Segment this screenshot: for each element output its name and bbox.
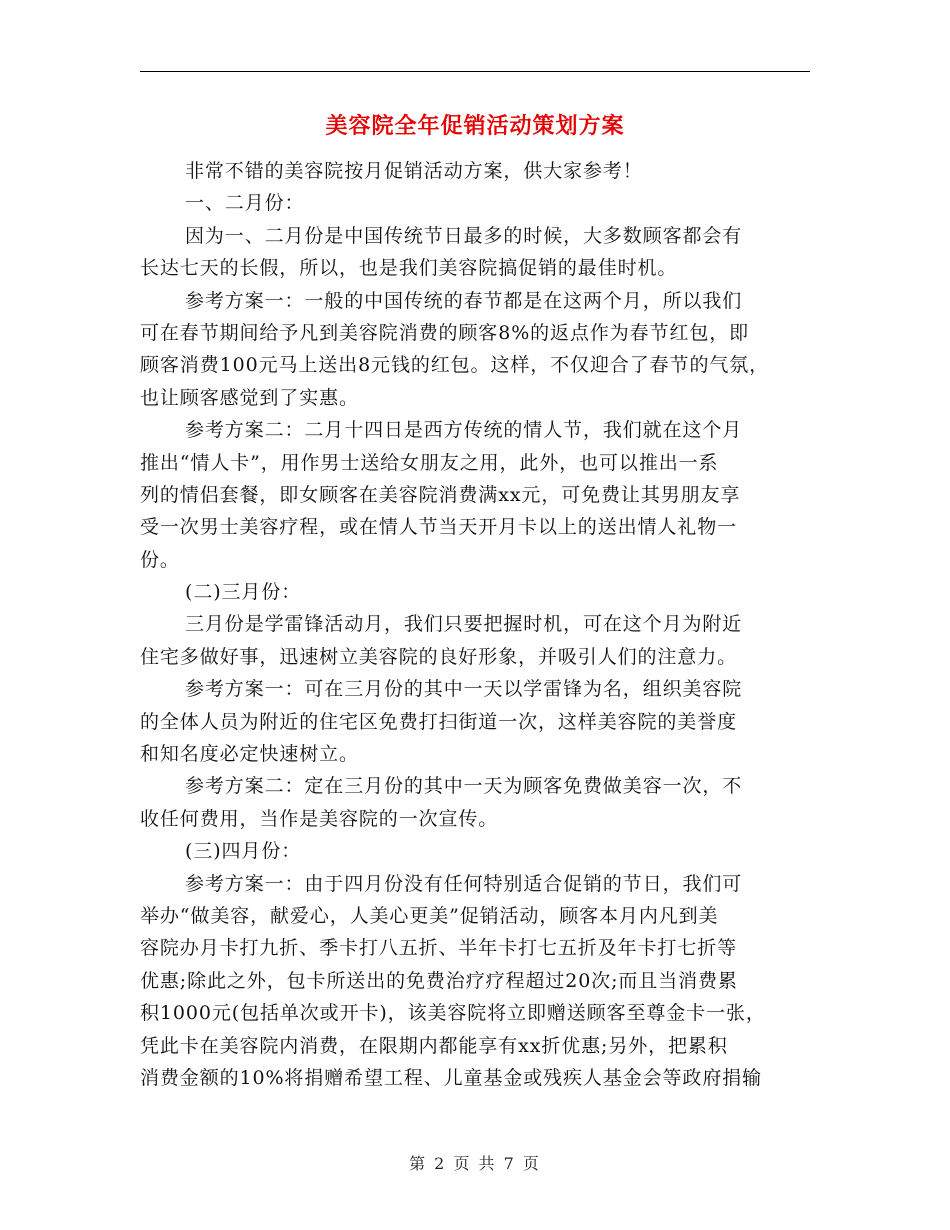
body-line: 参考方案一：可在三月份的其中一天以学雷锋为名，组织美容院: [185, 678, 743, 701]
section-heading: (二)三月份：: [185, 581, 302, 604]
body-line: 的全体人员为附近的住宅区免费打扫街道一次，这样美容院的美誉度: [140, 710, 738, 733]
body-line: 受一次男士美容疗程，或在情人节当天开月卡以上的送出情人礼物一: [140, 516, 738, 539]
body-line: 优惠;除此之外，包卡所送出的免费治疗疗程超过20次;而且当消费累: [140, 969, 738, 992]
document-title: 美容院全年促销活动策划方案: [325, 113, 625, 139]
document-body: [140, 155, 820, 1094]
body-line: 可在春节期间给予凡到美容院消费的顾客8%的返点作为春节红包，即: [140, 321, 750, 344]
body-line: 参考方案二：定在三月份的其中一天为顾客免费做美容一次，不: [185, 775, 743, 798]
body-line: 因为一、二月份是中国传统节日最多的时候，大多数顾客都会有: [185, 224, 743, 247]
body-line: 长达七天的长假，所以，也是我们美容院搞促销的最佳时机。: [140, 257, 678, 280]
body-line: 份。: [140, 548, 180, 571]
body-line: 举办“做美容，献爱心，人美心更美”促销活动，顾客本月内凡到美: [140, 904, 719, 927]
body-line: 收任何费用，当作是美容院的一次宣传。: [140, 807, 499, 830]
body-line: 参考方案二：二月十四日是西方传统的情人节，我们就在这个月: [185, 419, 743, 442]
body-line: 积1000元(包括单次或开卡)，该美容院将立即赠送顾客至尊金卡一张，: [140, 1002, 766, 1025]
body-line: 凭此卡在美容院内消费，在限期内都能享有xx折优惠;另外，把累积: [140, 1034, 728, 1057]
body-line: 推出“情人卡”，用作男士送给女朋友之用，此外，也可以推出一系: [140, 451, 719, 474]
body-line: 也让顾客感觉到了实惠。: [140, 386, 359, 409]
section-heading: 一、二月份：: [185, 192, 305, 215]
section-heading: (三)四月份：: [185, 840, 302, 863]
body-line: 列的情侣套餐，即女顾客在美容院消费满xx元，可免费让其男朋友享: [140, 483, 741, 506]
body-line: 和知名度必定快速树立。: [140, 743, 359, 766]
body-line: 参考方案一：由于四月份没有任何特别适合促销的节日，我们可: [185, 872, 743, 895]
body-line: 非常不错的美容院按月促销活动方案，供大家参考！: [185, 160, 643, 182]
body-line: 容院办月卡打九折、季卡打八五折、半年卡打七五折及年卡打七折等: [140, 937, 738, 960]
page-number-footer: 第 2 页 共 7 页: [409, 1154, 541, 1173]
body-line: 顾客消费100元马上送出8元钱的红包。这样，不仅迎合了春节的气氛，: [140, 354, 770, 377]
body-line: 参考方案一：一般的中国传统的春节都是在这两个月，所以我们: [185, 289, 743, 312]
header-rule: [140, 71, 810, 72]
body-line: 三月份是学雷锋活动月，我们只要把握时机，可在这个月为附近: [185, 613, 743, 636]
body-line: 住宅多做好事，迅速树立美容院的良好形象，并吸引人们的注意力。: [140, 645, 738, 668]
body-line: 消费金额的10%将捐赠希望工程、儿童基金或残疾人基金会等政府捐输: [140, 1066, 763, 1089]
